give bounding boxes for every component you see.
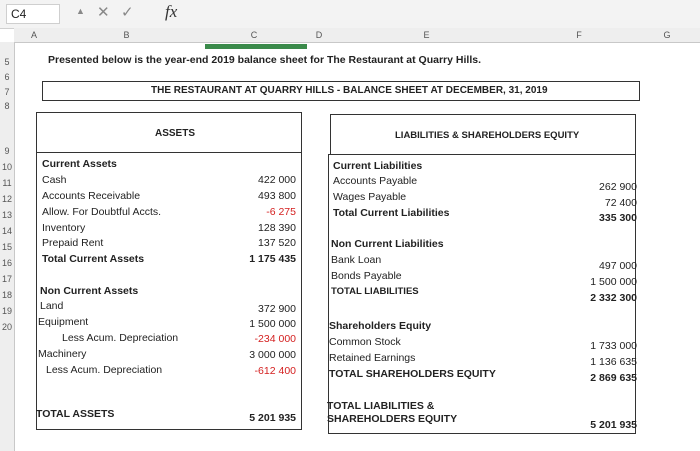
allowance-label: Allow. For Doubtful Accts. xyxy=(42,206,162,218)
machinery-value[interactable]: 3 000 000 xyxy=(249,349,296,361)
cancel-icon[interactable]: ✕ xyxy=(97,4,110,21)
col-header-b[interactable]: B xyxy=(54,28,199,43)
row-header[interactable]: 9 xyxy=(0,146,14,156)
row-header[interactable]: 15 xyxy=(1,242,12,252)
ar-value[interactable]: 493 800 xyxy=(258,190,296,202)
intro-text: Presented below is the year-end 2019 balance sheet for The Restaurant at Quarry Hills. xyxy=(48,54,481,66)
total-le-label-1: TOTAL LIABILITIES & xyxy=(327,400,435,412)
total-le-label-2: SHAREHOLDERS EQUITY xyxy=(327,413,458,425)
equipment-label: Equipment xyxy=(38,316,89,328)
total-current-liabilities-value[interactable]: 335 300 xyxy=(599,212,637,224)
land-label: Land xyxy=(40,300,64,312)
row-header[interactable]: 5 xyxy=(0,57,14,67)
row-header[interactable]: 20 xyxy=(1,322,12,332)
wages-label: Wages Payable xyxy=(333,191,407,203)
total-liabilities-label: TOTAL LIABILITIES xyxy=(331,286,419,297)
total-current-assets-value[interactable]: 1 175 435 xyxy=(249,253,296,265)
total-assets-label: TOTAL ASSETS xyxy=(36,408,115,420)
wages-value[interactable]: 72 400 xyxy=(604,197,637,209)
total-liabilities-value[interactable]: 2 332 300 xyxy=(590,292,637,304)
depreciation-1-label: Less Acum. Depreciation xyxy=(62,332,179,344)
selected-column-indicator xyxy=(205,44,307,49)
liabilities-header: LIABILITIES & SHAREHOLDERS EQUITY xyxy=(395,130,580,141)
bonds-label: Bonds Payable xyxy=(331,270,402,282)
row-header[interactable]: 19 xyxy=(1,306,12,316)
noncurrent-liabilities-title: Non Current Liabilities xyxy=(331,238,444,250)
col-header-a[interactable]: A xyxy=(14,28,54,43)
row-header[interactable]: 7 xyxy=(0,87,14,97)
cash-value[interactable]: 422 000 xyxy=(258,174,296,186)
ar-label: Accounts Receivable xyxy=(42,190,141,202)
inventory-label: Inventory xyxy=(42,222,86,234)
current-assets-title: Current Assets xyxy=(42,158,117,170)
retained-earnings-label: Retained Earnings xyxy=(329,352,416,364)
row-header[interactable]: 12 xyxy=(1,194,12,204)
ap-label: Accounts Payable xyxy=(333,175,418,187)
retained-earnings-value[interactable]: 1 136 635 xyxy=(590,356,637,368)
cash-label: Cash xyxy=(42,174,67,186)
col-header-c[interactable]: C xyxy=(199,28,309,43)
assets-header: ASSETS xyxy=(155,128,196,139)
prepaid-label: Prepaid Rent xyxy=(42,237,104,249)
fx-icon[interactable]: fx xyxy=(165,2,178,21)
depreciation-1-value[interactable]: -234 000 xyxy=(254,333,296,345)
prepaid-value[interactable]: 137 520 xyxy=(258,237,296,249)
name-box[interactable]: C4 xyxy=(6,4,60,24)
col-header-f[interactable]: F xyxy=(524,28,634,43)
current-liabilities-title: Current Liabilities xyxy=(333,160,423,172)
inventory-value[interactable]: 128 390 xyxy=(258,222,296,234)
row-header[interactable]: 10 xyxy=(1,162,12,172)
bonds-value[interactable]: 1 500 000 xyxy=(590,276,637,288)
row-header[interactable]: 17 xyxy=(1,274,12,284)
row-header[interactable]: 6 xyxy=(0,72,14,82)
row-header[interactable]: 16 xyxy=(1,258,12,268)
land-value[interactable]: 372 900 xyxy=(258,303,296,315)
total-assets-value[interactable]: 5 201 935 xyxy=(249,412,296,424)
row-header[interactable]: 13 xyxy=(1,210,12,220)
total-equity-label: TOTAL SHAREHOLDERS EQUITY xyxy=(329,368,496,380)
col-header-g[interactable]: G xyxy=(634,28,700,43)
ap-value[interactable]: 262 900 xyxy=(599,181,637,193)
total-le-value[interactable]: 5 201 935 xyxy=(590,419,637,431)
machinery-label: Machinery xyxy=(38,348,87,360)
allowance-value[interactable]: -6 275 xyxy=(266,206,296,218)
total-equity-value[interactable]: 2 869 635 xyxy=(590,372,637,384)
row-header[interactable]: 8 xyxy=(0,101,14,111)
total-current-liabilities-label: Total Current Liabilities xyxy=(333,207,450,219)
bank-loan-label: Bank Loan xyxy=(331,254,382,266)
total-current-assets-label: Total Current Assets xyxy=(42,253,145,265)
depreciation-2-value[interactable]: -612 400 xyxy=(254,365,296,377)
row-header[interactable]: 11 xyxy=(0,178,14,188)
shareholders-equity-title: Shareholders Equity xyxy=(329,320,432,332)
row-header[interactable]: 14 xyxy=(1,226,12,236)
row-header[interactable]: 18 xyxy=(1,290,12,300)
common-stock-value[interactable]: 1 733 000 xyxy=(590,340,637,352)
common-stock-label: Common Stock xyxy=(329,336,401,348)
col-header-d[interactable]: D xyxy=(309,28,329,43)
page-title: THE RESTAURANT AT QUARRY HILLS - BALANCE SHEET AT DECEMBER, 31, 2019 xyxy=(151,85,548,96)
equipment-value[interactable]: 1 500 000 xyxy=(249,318,296,330)
noncurrent-assets-title: Non Current Assets xyxy=(40,285,139,297)
formula-bar xyxy=(0,0,700,29)
depreciation-2-label: Less Acum. Depreciation xyxy=(46,364,163,376)
bank-loan-value[interactable]: 497 000 xyxy=(599,260,637,272)
expand-arrows-icon[interactable]: ▲ xyxy=(76,6,85,16)
col-header-e[interactable]: E xyxy=(329,28,524,43)
confirm-icon[interactable]: ✓ xyxy=(121,4,134,21)
